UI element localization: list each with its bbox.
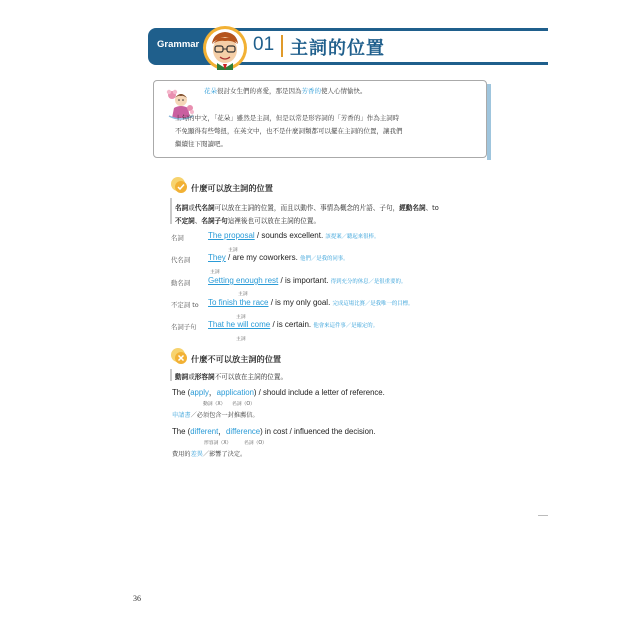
- intro-line-1: 花朵很討女生們的喜愛，那是因為芳香的使人心情愉快。: [204, 87, 367, 95]
- section-2-bar: [170, 369, 172, 381]
- sentence-translation: 申請書／必須包含一封推薦信。: [172, 412, 259, 419]
- lesson-number: 01: [253, 34, 275, 55]
- header-divider: [281, 35, 283, 57]
- example-sentence: They / are my coworkers. 他們／是我的同事。: [208, 253, 349, 262]
- section-1-title: 什麼可以放主詞的位置: [191, 183, 273, 193]
- page-number: 36: [133, 594, 141, 603]
- lesson-title: 主詞的位置: [290, 38, 385, 59]
- wrong-right-sentence: The (different，difference) in cost / influenced the decision.: [172, 427, 376, 436]
- margin-mark: [538, 515, 548, 516]
- header-grammar-label: Grammar: [157, 39, 200, 50]
- subject-tag: 主詞: [238, 292, 248, 297]
- word-type-tag: 動詞（X）: [203, 402, 226, 407]
- section-1-desc-line-2: 不定詞、名詞子句這裡後也可以放在主詞的位置。: [175, 217, 321, 225]
- word-type-tag: 形容詞（X）: [204, 441, 232, 446]
- section-1-desc-line-1: 名詞或代名詞可以放在主詞的位置，而且以動作、事情為概念的片語、子句，經動名詞、to: [175, 204, 439, 212]
- section-1-bar: [170, 198, 172, 224]
- example-type-label: 名詞子句: [171, 323, 197, 331]
- sentence-translation: 費用的差異／影響了決定。: [172, 451, 247, 458]
- example-type-label: 代名詞: [171, 256, 191, 264]
- example-sentence: To finish the race / is my only goal. 完成這場比賽／是我唯一的目標。: [208, 298, 414, 307]
- subject-tag: 主詞: [236, 315, 246, 320]
- section-2-title: 什麼不可以放主詞的位置: [191, 354, 282, 364]
- intro-line-2: 上句的中文，「花朵」雖然是主詞，但是以常是形容詞的「芳香的」作為主詞時: [175, 114, 400, 122]
- example-type-label: 名詞: [171, 234, 184, 242]
- check-icon: [175, 181, 187, 193]
- intro-line-3: 不免顯得有些彆扭，在英文中，也不是什麼詞類都可以擺在主詞的位置，讓我們: [175, 127, 403, 135]
- example-sentence: Getting enough rest / is important. 得到充分的休息／是很重要的。: [208, 276, 407, 285]
- example-type-label: 不定詞 to: [171, 301, 199, 309]
- header-title-panel: [230, 29, 548, 64]
- teacher-mascot-icon: [199, 24, 251, 72]
- example-sentence: The proposal / sounds excellent. 該提案／聽起來很棒。: [208, 231, 380, 240]
- word-type-tag: 名詞（O）: [244, 441, 267, 446]
- wrong-right-sentence: The (apply，application) / should include a letter of reference.: [172, 388, 385, 397]
- example-type-label: 動名詞: [171, 279, 191, 287]
- word-type-tag: 名詞（O）: [232, 402, 255, 407]
- subject-tag: 主詞: [210, 270, 220, 275]
- intro-line-4: 繼續往下閱讀吧。: [175, 140, 227, 148]
- intro-box-stripe: [487, 84, 491, 160]
- example-sentence: That he will come / is certain. 他會來這件事／是確定的。: [208, 320, 379, 329]
- subject-tag: 主詞: [236, 337, 246, 342]
- subject-tag: 主詞: [228, 248, 238, 253]
- cross-icon: [175, 352, 187, 364]
- section-2-desc: 動詞或形容詞不可以放在主詞的位置。: [175, 373, 288, 381]
